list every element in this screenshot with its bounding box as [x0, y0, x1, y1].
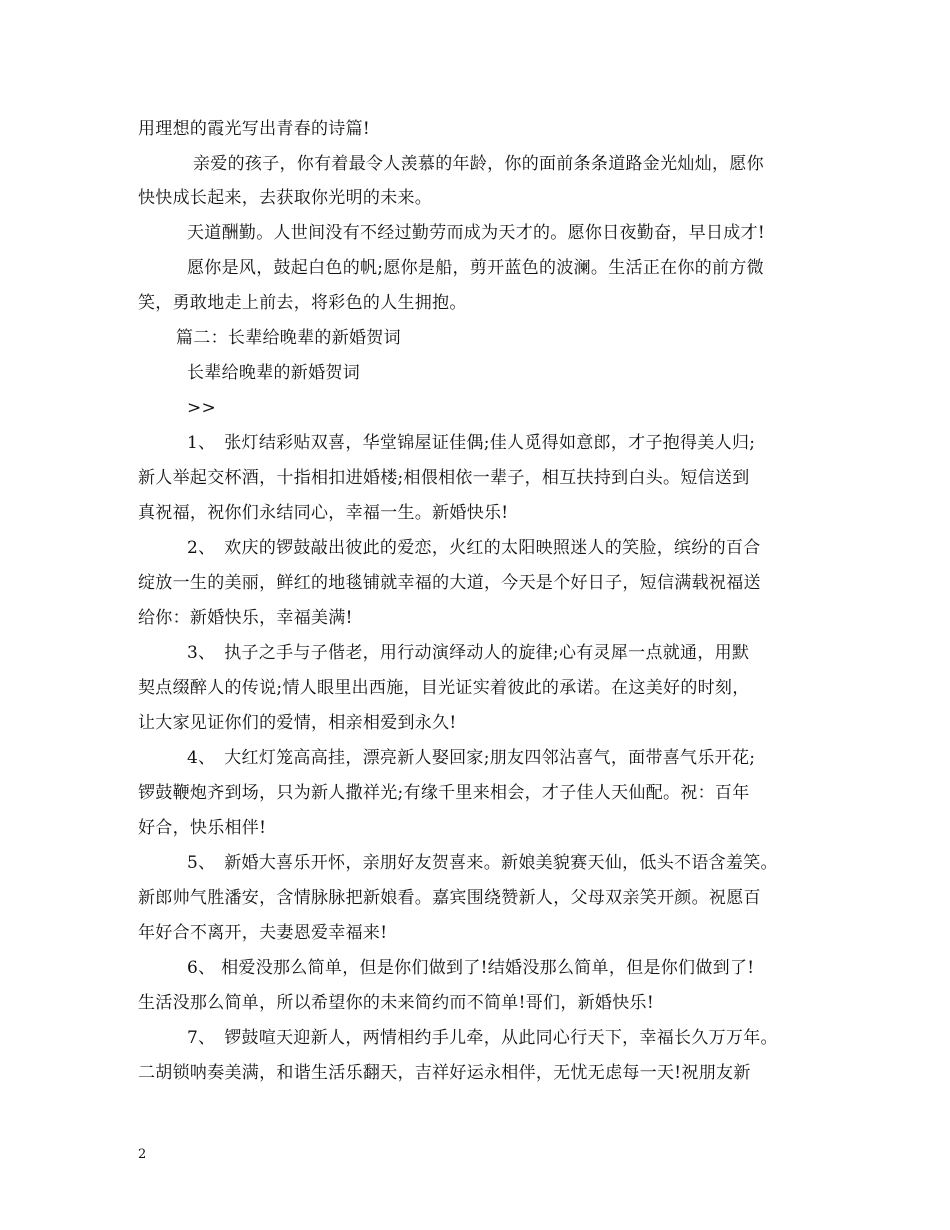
list-item-line: 锣鼓鞭炮齐到场，只为新人撒祥光;有缘千里来相会，才子佳人天仙配。祝：百年	[138, 783, 750, 803]
list-item-line: 新郎帅气胜潘安，含情脉脉把新娘看。嘉宾围绕赞新人，父母双亲笑开颜。祝愿百	[138, 888, 761, 908]
list-item-line: 真祝福，祝你们永结同心，幸福一生。新婚快乐!	[138, 503, 509, 523]
list-item-line: 4、 大红灯笼高高挂，漂亮新人娶回家;朋友四邻沾喜气，面带喜气乐开花;	[187, 748, 756, 768]
list-item-line: 契点缀醉人的传说;情人眼里出西施，目光证实着彼此的承诺。在这美好的时刻，	[138, 678, 750, 698]
list-item-line: 5、 新婚大喜乐开怀，亲朋好友贺喜来。新娘美貌赛天仙，低头不语含羞笑。	[187, 853, 778, 873]
section-heading: 篇二：长辈给晚辈的新婚贺词	[176, 328, 401, 348]
text-line: 天道酬勤。人世间没有不经过勤劳而成为天才的。愿你日夜勤奋，早日成才!	[187, 223, 766, 243]
list-item-line: 好合，快乐相伴!	[138, 818, 267, 838]
list-item-line: 3、 执子之手与子偕老，用行动演绎动人的旋律;心有灵犀一点就通，用默	[187, 643, 750, 663]
list-item-line: 新人举起交杯酒，十指相扣进婚楼;相偎相依一辈子，相互扶持到白头。短信送到	[138, 468, 750, 488]
text-line: 笑，勇敢地走上前去，将彩色的人生拥抱。	[138, 293, 467, 313]
text-line: 用理想的霞光写出青春的诗篇!	[138, 119, 371, 139]
list-item-line: 给你：新婚快乐，幸福美满!	[138, 608, 353, 628]
text-line: >>	[187, 398, 217, 418]
text-line: 快快成长起来，去获取你光明的未来。	[138, 188, 433, 208]
list-item-line: 1、 张灯结彩贴双喜，华堂锦屋证佳偶;佳人觅得如意郎，才子抱得美人归;	[187, 433, 756, 453]
text-line: 愿你是风，鼓起白色的帆;愿你是船，剪开蓝色的波澜。生活正在你的前方微	[187, 258, 764, 278]
page-number: 2	[138, 1147, 147, 1162]
list-item-line: 2、 欢庆的锣鼓敲出彼此的爱恋，火红的太阳映照迷人的笑脸，缤纷的百合	[187, 538, 761, 558]
list-item-line: 7、 锣鼓喧天迎新人，两情相约手儿牵，从此同心行天下，幸福长久万万年。	[187, 1028, 778, 1048]
list-item-line: 6、 相爱没那么简单，但是你们做到了!结婚没那么简单，但是你们做到了!	[187, 958, 755, 978]
list-item-line: 让大家见证你们的爱情，相亲相爱到永久!	[138, 713, 457, 733]
list-item-line: 年好合不离开，夫妻恩爱幸福来!	[138, 923, 388, 943]
list-item-line: 生活没那么简单，所以希望你的未来简约而不简单!哥们，新婚快乐!	[138, 993, 654, 1013]
list-item-line: 绽放一生的美丽，鲜红的地毯铺就幸福的大道，今天是个好日子，短信满载祝福送	[138, 573, 761, 593]
text-line: 亲爱的孩子，你有着最令人羡慕的年龄，你的面前条条道路金光灿灿，愿你	[193, 154, 764, 174]
list-item-line: 二胡锁呐奏美满，和谐生活乐翻天，吉祥好运永相伴，无忧无虑每一天!祝朋友新	[138, 1063, 751, 1083]
section-subtitle: 长辈给晚辈的新婚贺词	[187, 363, 360, 383]
